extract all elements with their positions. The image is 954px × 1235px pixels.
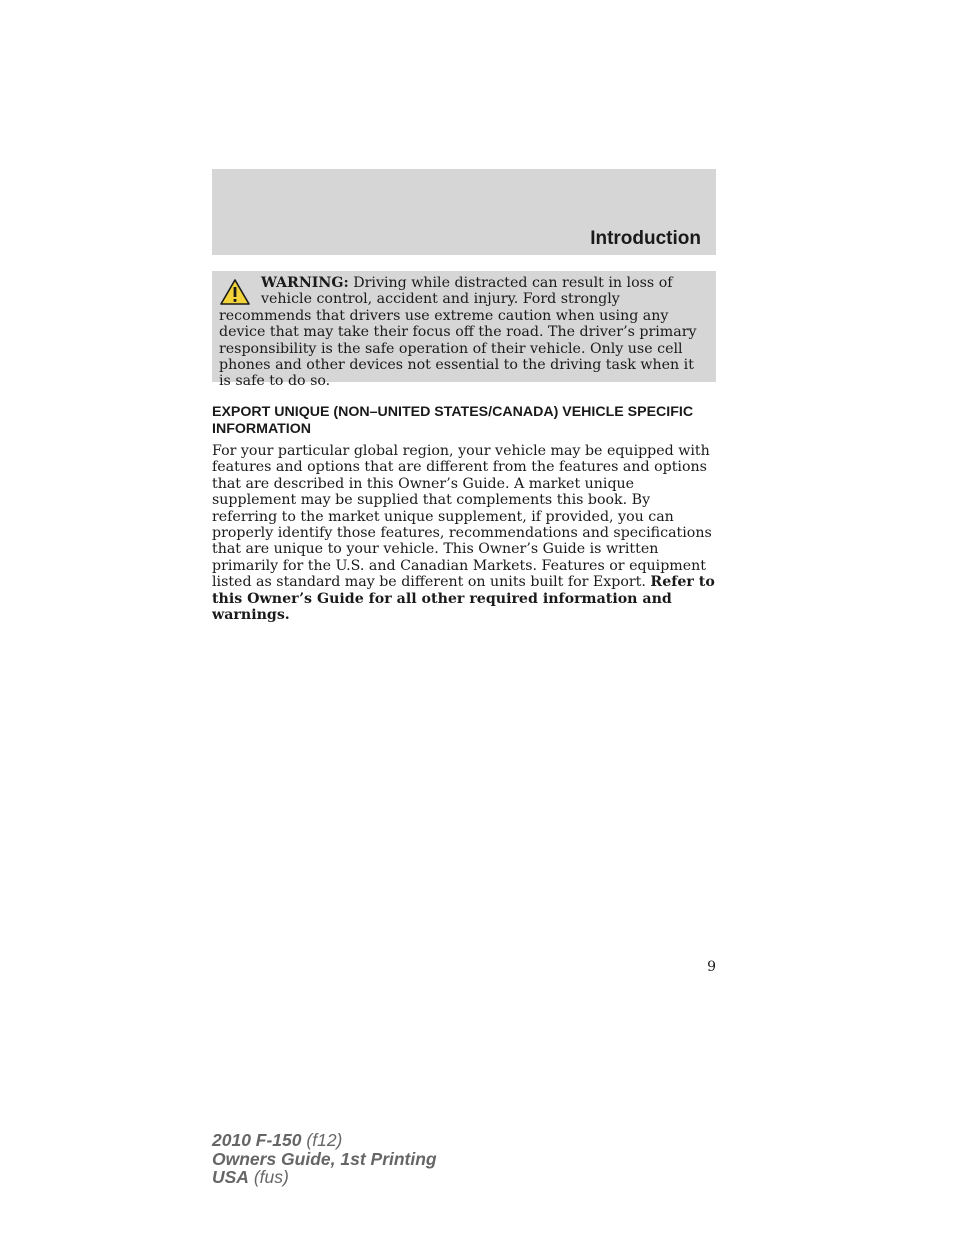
warning-label: WARNING: [261,275,349,291]
warning-triangle-icon [219,278,251,306]
footer-line-guide [212,1150,437,1169]
warning-box [212,271,716,390]
section-title: Introduction [590,228,701,249]
page-number: 9 [707,959,716,975]
warning-text: Driving while distracted can result in loss of vehicle control, accident and injury. Ford strongly recommends that drivers use extreme caution when using any device that may take their focus off the road. The driver’s primary responsibility is the safe operation of their vehicle. Only use cell phones and other devices not essential to the driving task when it is safe to do so. [219,275,697,390]
footer-market: USA [212,1167,249,1187]
footer-line-model [212,1131,437,1150]
body-bold-text: Refer to this Owner’s Guide for all other required information and warnings. [212,574,715,624]
footer-model-code: (f12) [306,1130,343,1150]
body-paragraph [212,443,718,623]
section-header-band [212,169,716,255]
body-text: For your particular global region, your vehicle may be equipped with features and options that are different from the features and options that are described in this Owner’s Guide. A market unique supplement may be supplied that complements this book. By referring to the market unique supplement, if provided, you can properly identify those features, recommendations and specifications that are unique to your vehicle. This Owner’s Guide is written primarily for the U.S. and Canadian Markets. Features or equipment listed as standard may be different on units built for Export. [212,443,712,591]
section-heading: EXPORT UNIQUE (NON–UNITED STATES/CANADA) VEHICLE SPECIFIC INFORMATION [212,404,694,437]
footer [212,1131,437,1187]
footer-model: 2010 F-150 [212,1130,302,1150]
footer-line-market [212,1168,437,1187]
footer-guide: Owners Guide, 1st Printing [212,1148,437,1169]
footer-market-code: (fus) [253,1167,289,1187]
